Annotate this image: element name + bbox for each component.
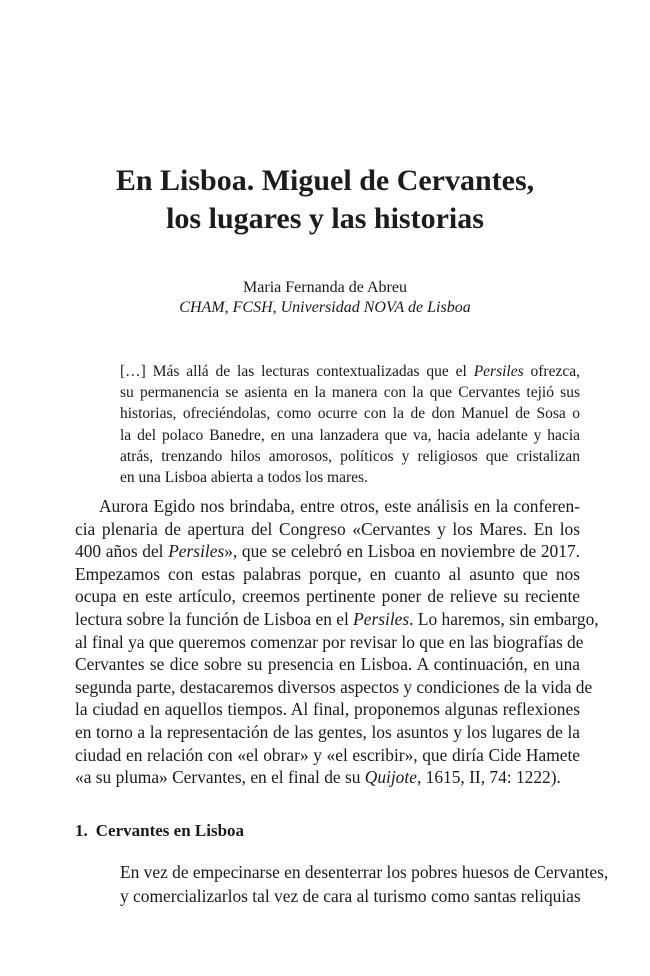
book-title-italic: Persiles: [353, 608, 410, 629]
paragraph-line: «a su pluma» Cervantes, en el final de su Quijote, 1615, II, 74: 1222).: [75, 767, 561, 788]
paragraph-line: lectura sobre la función de Lisboa en el Persiles. Lo haremos, sin embargo,: [75, 608, 599, 629]
paragraph-line: cia plenaria de apertura del Congreso «Cervantes y los Mares. En los: [75, 518, 580, 539]
section-title: Cervantes en Lisboa: [95, 821, 245, 840]
paragraph-line: Cervantes se dice sobre su presencia en Lisboa. A continuación, en una: [75, 654, 580, 675]
paragraph-line: la ciudad en aquellos tiempos. Al final, proponemos algunas reflexiones: [75, 699, 580, 720]
section-number: 1.: [75, 821, 88, 840]
paragraph-line: ciudad en relación con «el obrar» y «el escribir», que diría Cide Hamete: [75, 744, 580, 765]
paragraph-line: al final ya que queremos comenzar por revisar lo que en las biografías de: [75, 631, 584, 652]
paragraph-line: En vez de empecinarse en desenterrar los pobres huesos de Cervantes,: [120, 862, 609, 882]
epigraph-line: […] Más allá de las lecturas contextualizadas que el Persiles ofrezca,: [120, 363, 580, 380]
section-paragraph: [120, 860, 609, 908]
book-title-italic: Persiles: [473, 363, 524, 380]
book-title-italic: Persiles: [168, 541, 225, 562]
intro-paragraph: [75, 495, 599, 789]
epigraph-line: atrás, trenzando hilos amorosos, políticos y religiosos que cristalizan: [120, 447, 580, 465]
article-title: [0, 162, 650, 238]
author-name: Maria Fernanda de Abreu: [243, 279, 407, 296]
paragraph-line: y comercializarlos tal vez de cara al turismo como santas reliquias: [120, 886, 581, 906]
paragraph-line: segunda parte, destacaremos diversos aspectos y condiciones de la vida de: [75, 676, 593, 697]
epigraph-line: su permanencia se asienta en la manera con la que Cervantes tejió sus: [120, 384, 580, 402]
epigraph-line: la del polaco Banedre, en una lanzadera que va, hacia adelante y hacia: [120, 426, 580, 444]
epigraph-line: en una Lisboa abierta a todos los mares.: [120, 469, 368, 487]
paragraph-line: ocupa en este artículo, creemos pertinente poner de relieve su reciente: [75, 586, 580, 607]
title-line-2: los lugares y las historias: [166, 202, 484, 235]
title-line-1: En Lisboa. Miguel de Cervantes,: [115, 164, 535, 197]
paragraph-line: Empezamos con estas palabras porque, en cuanto al asunto que nos: [75, 563, 580, 584]
paragraph-line: 400 años del Persiles», que se celebró en Lisboa en noviembre de 2017.: [75, 541, 580, 562]
author-affiliation: CHAM, FCSH, Universidad NOVA de Lisboa: [179, 299, 471, 316]
section-heading: [75, 820, 252, 842]
epigraph-quote: [120, 361, 580, 488]
epigraph-line: historias, ofreciéndolas, como ocurre con la de don Manuel de Sosa o: [120, 405, 580, 423]
paragraph-line: en torno a la representación de las gentes, los asuntos y los lugares de la: [75, 721, 580, 742]
book-title-italic: Quijote: [364, 767, 417, 788]
paragraph-line: Aurora Egido nos brindaba, entre otros, este análisis en la conferen-: [99, 496, 580, 516]
